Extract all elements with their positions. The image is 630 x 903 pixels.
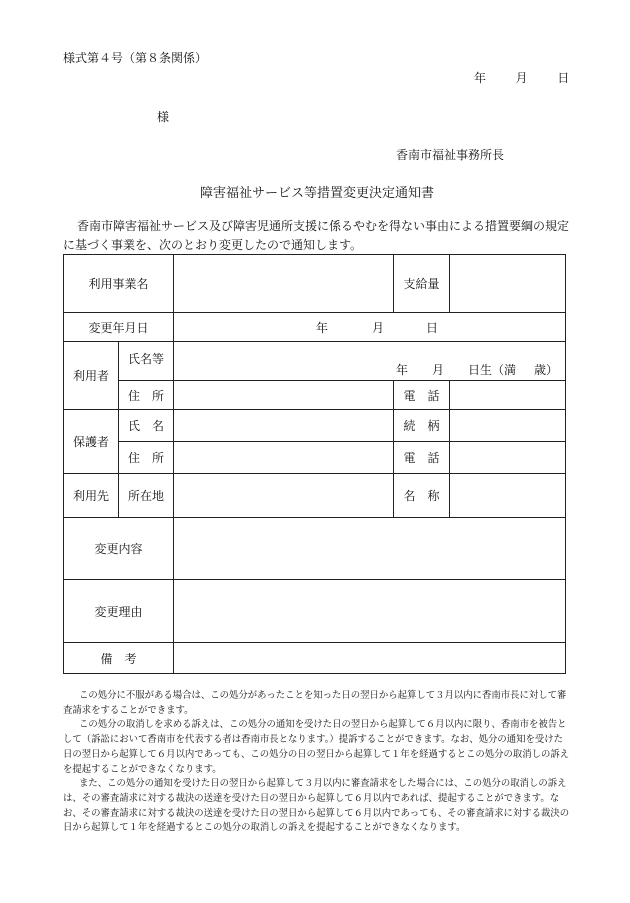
facility-name-label: 名 称 [394,474,450,518]
date-day-label: 日 [557,71,570,85]
user-name-label: 氏名等 [119,342,174,381]
note-paragraph-2: この処分の取消しを求める訴えは、この処分の通知を受けた日の翌日から起算して６月以内に限り、香南市を被告として（訴訟において香南市を代表する者は香南市長となります。）提訴することができます。なお、処分の通知を受けた日の翌日から起算して６月以内であっても、この処分の日の翌日から起算して１年を経過するとこの処分の取消しの訴えを提起することができなくなります。 [63,719,570,775]
change-details-table [63,254,566,342]
date-month-label: 月 [515,71,528,85]
facility-label: 利用先 [64,474,119,518]
date-year-label: 年 [474,71,487,85]
facility-name-value[interactable] [450,474,566,518]
user-label: 利用者 [64,342,119,410]
change-reason-value[interactable] [174,580,566,643]
guardian-phone-value[interactable] [450,442,566,474]
user-phone-value[interactable] [450,381,566,410]
change-date-day: 日 [426,320,439,335]
age-label: 歳） [534,363,559,377]
user-phone-label: 電 話 [394,381,450,410]
facility-location-label: 所在地 [119,474,174,518]
guardian-phone-label: 電 話 [394,442,450,474]
change-content-value[interactable] [174,518,566,580]
change-reason-label: 変更理由 [64,580,174,643]
birth-year: 年 [396,363,409,377]
guardian-name-value[interactable] [174,410,394,442]
change-content-label: 変更内容 [64,518,174,580]
user-address-label: 住 所 [119,381,174,410]
issuer-name: 香南市福祉事務所長 [396,148,505,162]
user-address-value[interactable] [174,381,394,410]
guardian-relation-value[interactable] [450,410,566,442]
guardian-label: 保護者 [64,410,119,474]
change-date-year: 年 [316,320,329,335]
facility-location-value[interactable] [174,474,394,518]
guardian-address-value[interactable] [174,442,394,474]
recipient-suffix: 様 [157,110,170,124]
document-title: 障害福祉サービス等措置変更決定通知書 [200,186,435,201]
birth-month: 月 [432,363,445,377]
note-paragraph-3: また、この処分の通知を受けた日の翌日から起算して３月以内に審査請求をした場合には、この処分の取消しの訴えは、その審査請求に対する裁決の送達を受けた日の翌日から起算して６月以内であれば、提起することができます。なお、その審査請求に対する裁決の送達を受けた日の翌日から起算して６月以内であっても、その審査請求に対する裁決の日から起算して１年を経過するとこの処分の取消しの訴えを提起することができなくなります。 [63,778,570,834]
guardian-address-label: 住 所 [119,442,174,474]
change-date-value[interactable] [174,313,566,342]
form-number: 様式第４号（第８条関係） [63,51,208,65]
person-details-table [63,341,566,674]
birth-day-label: 日生（満 [468,363,517,377]
supply-amount-label: 支給量 [394,255,450,313]
change-date-month: 月 [372,320,385,335]
remarks-value[interactable] [174,643,566,674]
change-date-label: 変更年月日 [64,313,174,342]
supply-amount-value[interactable] [450,255,566,313]
issue-date [474,69,569,86]
appeal-notes [63,689,570,836]
guardian-name-label: 氏 名 [119,410,174,442]
remarks-label: 備 考 [64,643,174,674]
service-name-value[interactable] [174,255,394,313]
user-name-birth-value[interactable] [174,342,566,381]
note-paragraph-1: この処分に不服がある場合は、この処分があったことを知った日の翌日から起算して３月以内に香南市長に対して審査請求をすることができます。 [63,690,567,716]
intro-text: 香南市障害福祉サービス及び障害児通所支援に係るやむを得ない事由による措置要綱の規定に基づく事業を、次のとおり変更したので通知します。 [63,219,570,252]
service-name-label: 利用事業名 [64,255,174,313]
guardian-relation-label: 続 柄 [394,410,450,442]
